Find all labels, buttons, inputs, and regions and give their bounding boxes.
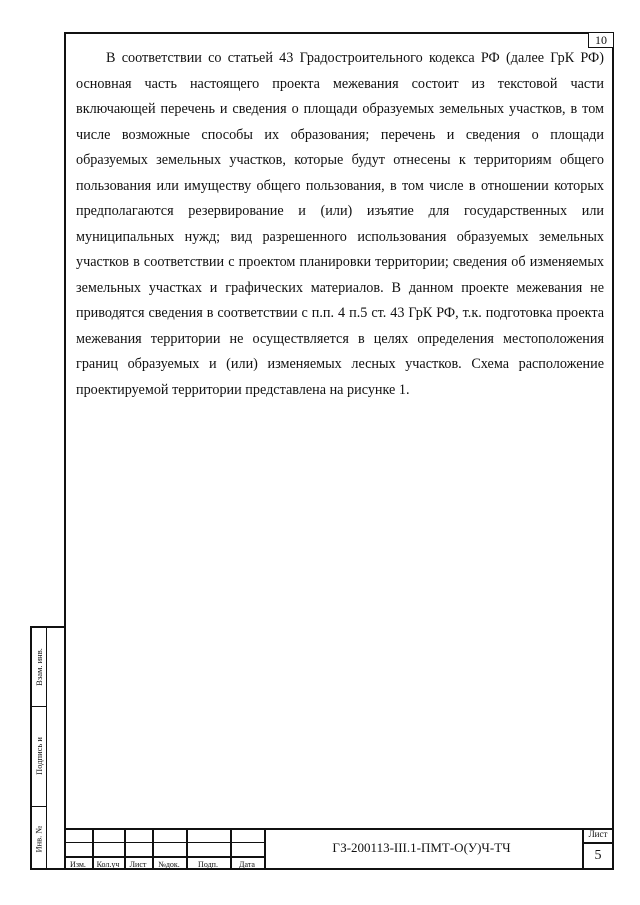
col-ndok: №док. (158, 860, 180, 869)
title-block-row-line (64, 842, 264, 843)
main-paragraph: В соответствии со статьей 43 Градостроительного кодекса РФ (далее ГрК РФ) основная часть настоящего проекта межевания состоит из текстовой части включающей перечень и сведения о площади образуемых земельных участков, в том числе возможные способы их образования; перечень и сведения о площади образуемых земельных участков, которые будут отнесены к территориям общего пользования или имуществу общего пользования, в том числе в отношении которых предполагаются резервирование и (или) изъятие для государственных или муниципальных нужд; вид разрешенного использования образуемых земельных участков в соответствии с проектом планировки территории; сведения об изменяемых земельных участках и графических материалов. В данном проекте межевания не приводятся сведения в соответствии с п.п. 4 п.5 ст. 43 ГрК РФ, т.к. подготовка проекта межевания территории не осуществляется в целях определения местоположения границ образуемых и (или) изменяемых лесных участков. Схема расположение проектируемой территории представлена на рисунке 1. (76, 50, 604, 398)
col-list: Лист (129, 860, 147, 869)
col-podp: Подп. (198, 860, 218, 869)
title-block (64, 828, 614, 870)
title-block-row-line (64, 856, 264, 858)
col-izm: Изм. (70, 860, 86, 869)
side-label-podpis: Подпись и (34, 737, 45, 775)
page-frame (64, 32, 614, 870)
col-kolvo: Кол.уч (96, 860, 120, 869)
title-block-top-line (64, 828, 614, 830)
sheet-number: 5 (594, 848, 602, 863)
body-text (76, 46, 604, 403)
side-label-inv: Инв. № (34, 825, 44, 853)
sheet-label: Лист (588, 829, 608, 839)
col-data: Дата (239, 860, 255, 869)
side-stamp (30, 626, 64, 870)
side-label-vzam: Взам. инв. (34, 648, 45, 686)
document-code: ГЗ-200113-III.1-ПМТ-О(У)Ч-ТЧ (332, 840, 511, 855)
top-page-number: 10 (588, 32, 614, 48)
sheet-box-line (582, 842, 614, 844)
